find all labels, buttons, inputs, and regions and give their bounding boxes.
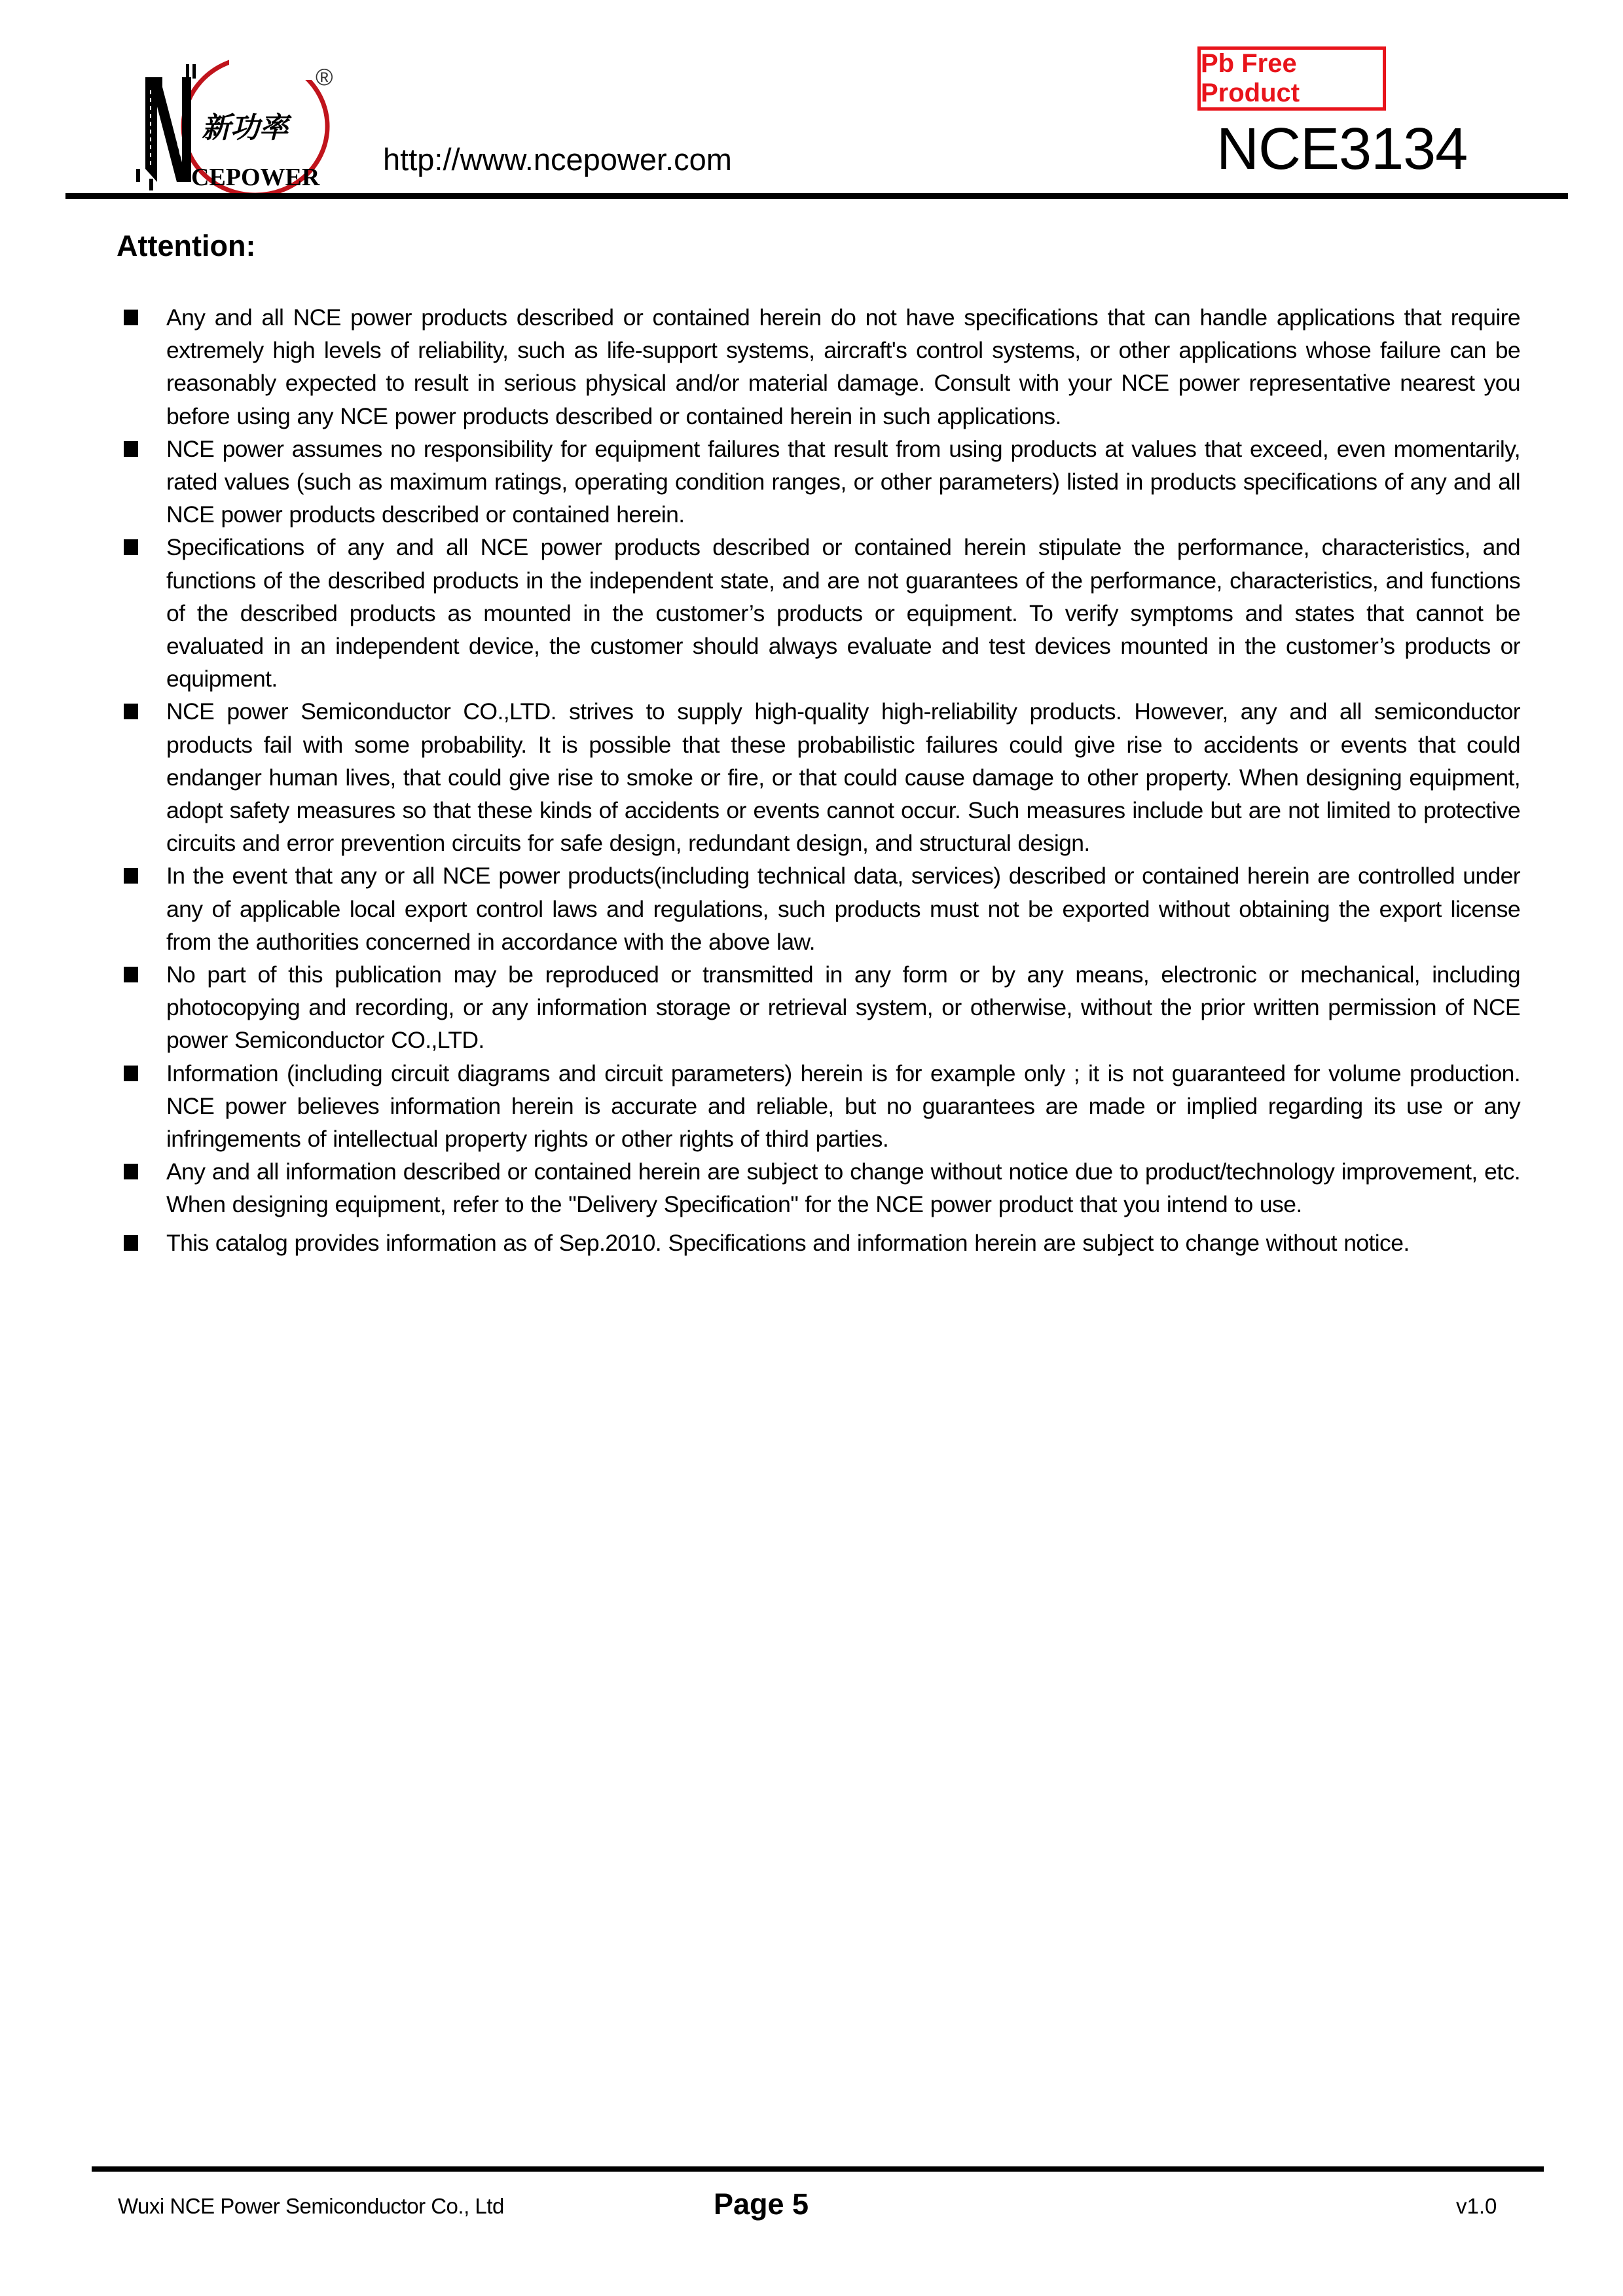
list-item-text: Information (including circuit diagrams and circuit parameters) herein is for example only ; it is not guaranteed for volume production. NCE power believes information herein is accurate and reliable, but no guarantees are made or implied regarding its use or any infringements of intellectual property rights or other rights of third parties.	[166, 1060, 1520, 1153]
list-item-text: NCE power Semiconductor CO.,LTD. strives to supply high-quality high-reliability products. However, any and all semiconductor products fail with some probability. It is possible that these probabilistic failures could give rise to accidents or events that could endanger human lives, that could give rise to smoke or fire, or that could cause damage to other property. When designing equipment, adopt safety measures so that these kinds of accidents or events cannot occur. Such measures include but are not limited to protective circuits and error prevention circuits for safe design, redundant design, and structural design.	[166, 698, 1520, 857]
document-version: v1.0	[1456, 2194, 1497, 2218]
list-item	[119, 531, 1520, 695]
svg-text:CEPOWER: CEPOWER	[191, 164, 320, 191]
list-item	[119, 1155, 1520, 1221]
website-url[interactable]: http://www.ncepower.com	[383, 142, 732, 177]
footer-company: Wuxi NCE Power Semiconductor Co., Ltd	[118, 2194, 504, 2218]
page-number: Page 5	[714, 2187, 809, 2221]
svg-text:新功率: 新功率	[202, 111, 288, 145]
header-divider	[65, 193, 1568, 199]
list-item	[119, 1057, 1520, 1156]
pb-free-badge	[1197, 46, 1386, 111]
square-bullet-icon	[124, 704, 138, 719]
square-bullet-icon	[124, 310, 138, 325]
list-item-text: Specifications of any and all NCE power products described or contained herein stipulate the performance, characteristics, and functions of the described products in the independent state, and are not guarantees of the performance, characteristics, and functions of the described products as mounted in the customer’s products or equipment. To verify symptoms and states that cannot be evaluated in an independent device, the customer should always evaluate and test devices mounted in the customer’s products or equipment.	[166, 534, 1520, 692]
ncepower-logo-icon	[131, 51, 347, 202]
list-item	[119, 301, 1520, 433]
section-title: Attention:	[117, 229, 256, 262]
list-item	[119, 695, 1520, 859]
svg-text:®: ®	[316, 63, 333, 90]
list-item-text: In the event that any or all NCE power products(including technical data, services) described or contained herein are controlled under any of applicable local export control laws and regulations, such products must not be exported without obtaining the export license from the authorities concerned in accordance with the above law.	[166, 863, 1520, 955]
square-bullet-icon	[124, 441, 138, 457]
list-item	[119, 1227, 1520, 1259]
list-item-text: This catalog provides information as of Sep.2010. Specifications and information herein are subject to change without notice.	[166, 1229, 1410, 1256]
list-item-text: No part of this publication may be reproduced or transmitted in any form or by any means, electronic or mechanical, including photocopying and recording, or any information storage or retrieval system, or otherwise, without the prior written permission of NCE power Semiconductor CO.,LTD.	[166, 961, 1520, 1054]
square-bullet-icon	[124, 1235, 138, 1251]
list-item	[119, 859, 1520, 958]
square-bullet-icon	[124, 1066, 138, 1081]
square-bullet-icon	[124, 967, 138, 982]
list-item-text: NCE power assumes no responsibility for equipment failures that result from using products at values that exceed, even momentarily, rated values (such as maximum ratings, operating condition ranges, or other parameters) listed in products specifications of any and all NCE power products described or contained herein.	[166, 435, 1520, 528]
company-logo	[131, 51, 347, 202]
pb-free-label: Pb Free Product	[1201, 49, 1300, 107]
square-bullet-icon	[124, 539, 138, 555]
square-bullet-icon	[124, 868, 138, 884]
list-item-text: Any and all information described or contained herein are subject to change without notice due to product/technology improvement, etc. When designing equipment, refer to the "Delivery Specification" for the NCE power product that you intend to use.	[166, 1158, 1520, 1218]
square-bullet-icon	[124, 1164, 138, 1179]
part-number: NCE3134	[1216, 117, 1468, 182]
list-item-text: Any and all NCE power products described or contained herein do not have specifications that can handle applications that require extremely high levels of reliability, such as life-support systems, aircraft's control systems, or other applications whose failure can be reasonably expected to result in serious physical and/or material damage. Consult with your NCE power representative nearest you before using any NCE power products described or contained herein in such applications.	[166, 304, 1520, 429]
list-item	[119, 958, 1520, 1057]
attention-list	[119, 301, 1520, 1259]
list-item	[119, 433, 1520, 531]
footer-divider	[92, 2166, 1544, 2172]
